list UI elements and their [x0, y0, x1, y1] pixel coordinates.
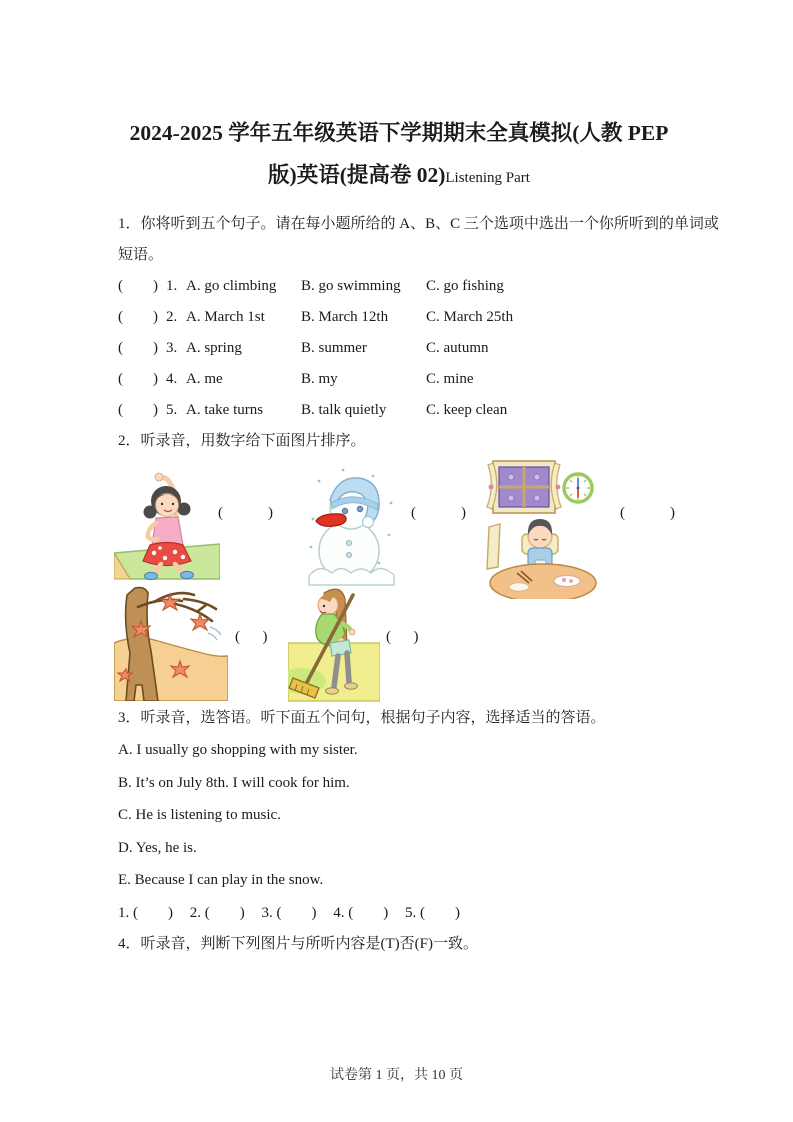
option-a: A. go climbing — [186, 278, 277, 294]
listening-part-label: Listening Part — [445, 170, 530, 186]
snowman-illustration — [301, 463, 401, 586]
q1-instruction-line2: 短语。 — [118, 247, 164, 263]
option-a: A. take turns — [186, 402, 264, 418]
item-number: 3. — [166, 340, 178, 356]
option-a: A. me — [186, 371, 223, 387]
q1-item-1 — [118, 271, 680, 302]
q1-item-2 — [118, 302, 680, 333]
q3-option-a: A. I usually go shopping with my sister. — [118, 742, 358, 758]
option-c: C. keep clean — [426, 402, 508, 418]
item-number: 4. — [166, 371, 178, 387]
option-b: B. March 12th — [301, 309, 389, 325]
option-c: C. mine — [426, 371, 474, 387]
answer-blank: 4. ( ) — [333, 904, 389, 921]
girl-exercising-illustration — [114, 461, 220, 581]
q1-item-4 — [118, 364, 680, 395]
answer-blank: 2. ( ) — [189, 904, 245, 921]
option-b: B. go swimming — [301, 278, 401, 294]
q1-item-3 — [118, 333, 680, 364]
boy-eating-at-table-illustration — [483, 457, 597, 599]
item-number: 5. — [166, 402, 178, 418]
page-footer: 试卷第 1 页，共 10 页 — [330, 1068, 463, 1083]
option-a: A. spring — [186, 340, 242, 356]
answer-blank: ( ) — [118, 340, 158, 356]
item-number: 1. — [166, 278, 178, 294]
option-b: B. talk quietly — [301, 402, 387, 418]
q2-picture-row-2 — [118, 581, 680, 703]
title-line2-bold: 版)英语(提高卷 02) — [268, 163, 446, 187]
q1-instruction-line1: 1．你将听到五个句子。请在每小题所给的 A、B、C 三个选项中选出一个你所听到的单词或 — [118, 216, 719, 232]
q2-instruction: 2．听录音，用数字给下面图片排序。 — [118, 433, 366, 449]
answer-blank: 5. ( ) — [405, 904, 460, 921]
answer-blank: ( ) — [386, 629, 419, 645]
q4-instruction: 4．听录音，判断下列图片与所听内容是(T)否(F)一致。 — [118, 935, 478, 952]
answer-blank: ( ) — [411, 505, 466, 521]
q3-option-d: D. Yes, he is. — [118, 839, 197, 856]
q2-picture-row-1 — [118, 457, 680, 581]
answer-blank: ( ) — [118, 402, 158, 418]
q3-option-c: C. He is listening to music. — [118, 807, 281, 823]
q1-item-5 — [118, 395, 680, 426]
q3-instruction: 3．听录音，选答语。听下面五个问句，根据句子内容，选择适当的答语。 — [118, 710, 606, 726]
title-line2 — [118, 154, 680, 199]
q3-option-e: E. Because I can play in the snow. — [118, 872, 324, 888]
answer-blank: ( ) — [620, 505, 675, 521]
girl-sweeping-illustration — [288, 581, 380, 703]
page-title — [118, 112, 680, 199]
answer-blank: 1. ( ) — [118, 904, 173, 921]
answer-blank: ( ) — [218, 505, 273, 521]
answer-blank: ( ) — [118, 278, 158, 294]
item-number: 2. — [166, 309, 178, 325]
q3-answer-line — [118, 897, 680, 929]
answer-blank: ( ) — [118, 309, 158, 325]
option-c: C. March 25th — [426, 309, 514, 325]
answer-blank: ( ) — [118, 371, 158, 387]
page-content — [118, 112, 719, 960]
option-a: A. March 1st — [186, 309, 265, 325]
q3-option-b: B. It’s on July 8th. I will cook for him. — [118, 774, 350, 791]
option-b: B. my — [301, 371, 338, 387]
autumn-tree-illustration — [114, 581, 228, 701]
option-c: C. go fishing — [426, 278, 504, 294]
answer-blank: ( ) — [235, 629, 268, 645]
option-b: B. summer — [301, 340, 367, 356]
title-line1: 2024-2025 学年五年级英语下学期期末全真模拟(人教 PEP — [129, 121, 669, 145]
option-c: C. autumn — [426, 340, 489, 356]
answer-blank: 3. ( ) — [261, 904, 317, 921]
